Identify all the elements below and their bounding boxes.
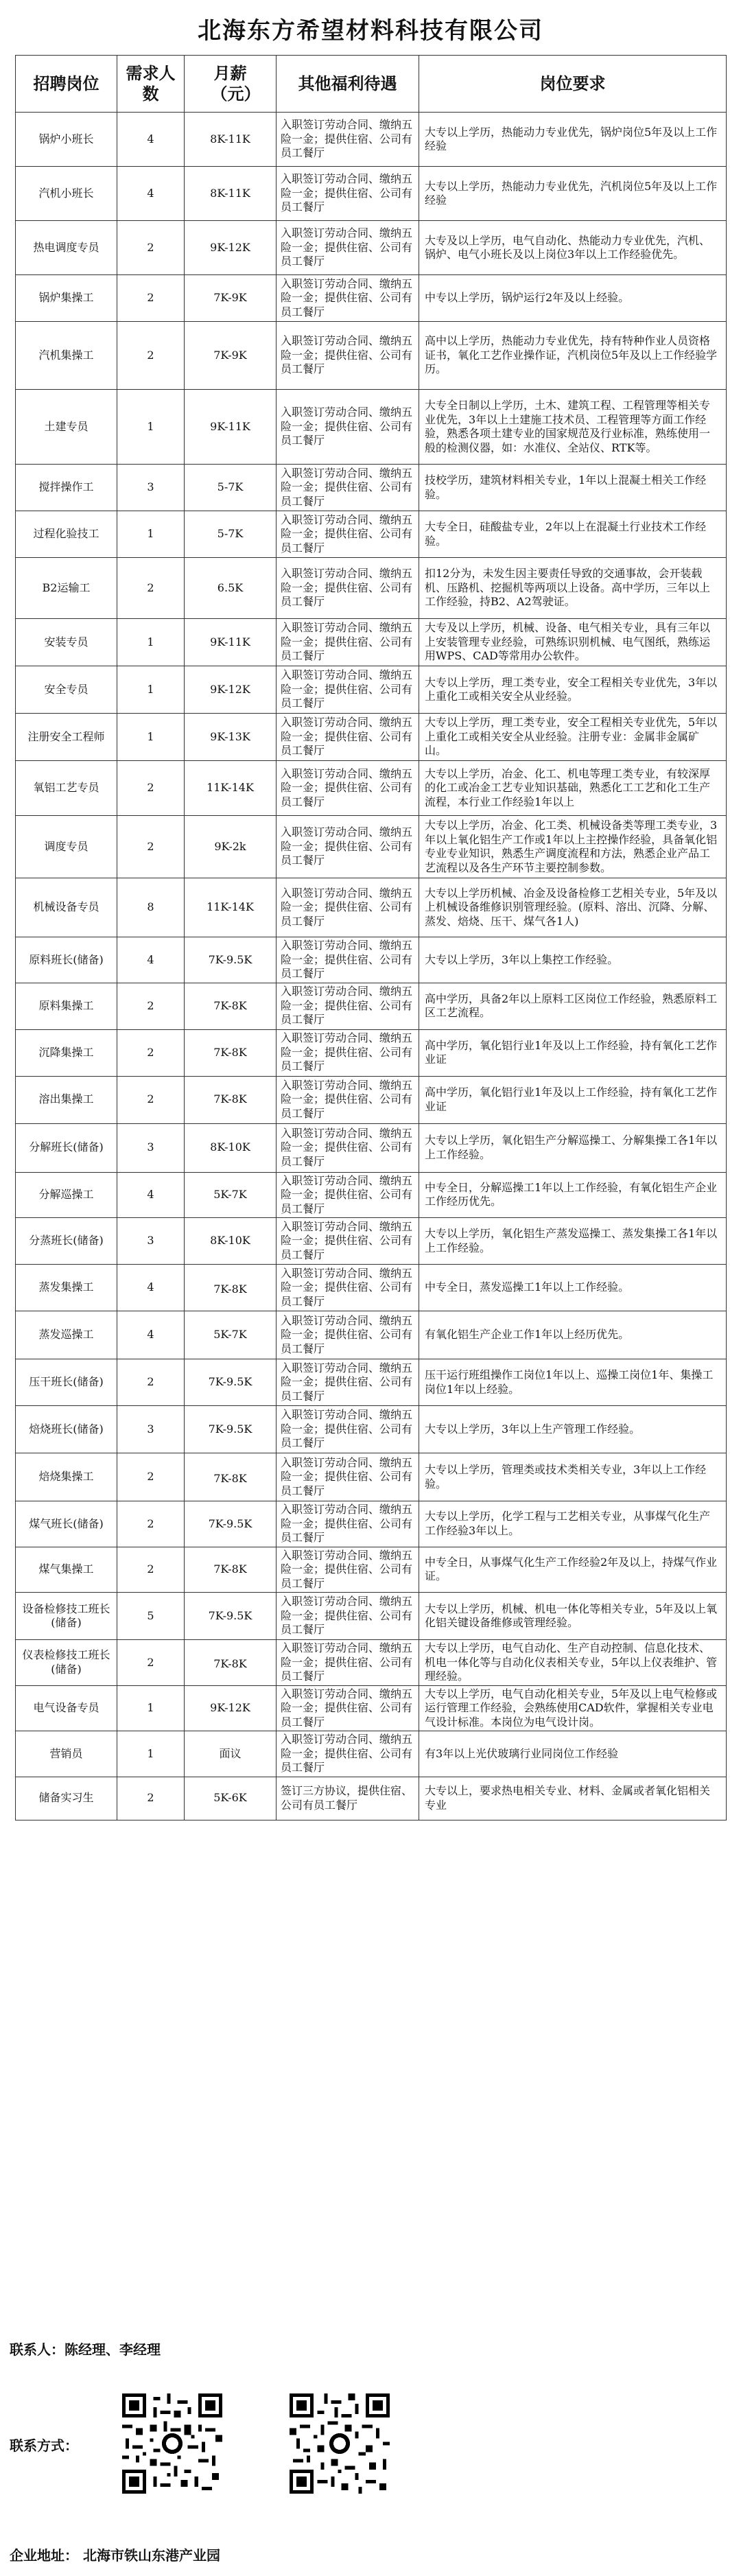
qr-code-icon — [290, 2393, 390, 2494]
position-name: 分解巡操工 — [16, 1172, 117, 1218]
table-row — [16, 1265, 727, 1311]
position-name: 原料班长(储备) — [16, 937, 117, 983]
requirements: 大专以上学历，化学工程与工艺相关专业，从事煤气化生产工作经验3年以上。 — [419, 1501, 727, 1547]
requirements: 扣12分为，未发生因主要责任导致的交通事故，会开装载机、压路机、挖掘机等两项以上设备。高中学历，三年以上工作经验，持B2、A2驾驶证。 — [419, 558, 727, 619]
table-row — [16, 1547, 727, 1593]
benefits: 入职签订劳动合同、缴纳五险一金；提供住宿、公司有员工餐厅 — [277, 465, 419, 511]
monthly-salary: 8K-11K — [185, 113, 277, 167]
table-row — [16, 1218, 727, 1265]
requirements: 中专全日，蒸发巡操工1年以上工作经验。 — [419, 1265, 727, 1311]
requirements: 大专以上学历，3年以上集控工作经验。 — [419, 937, 727, 983]
benefits: 入职签订劳动合同、缴纳五险一金；提供住宿、公司有员工餐厅 — [277, 1311, 419, 1359]
requirements: 大专以上学历，电气自动化相关专业，5年及以上电气检修或运行管理工作经验，会熟练使用CAD软件，掌握相关专业电气设计标准。本岗位为电气设计岗。 — [419, 1685, 727, 1731]
monthly-salary: 7K-8K — [185, 1547, 277, 1593]
table-row — [16, 558, 727, 619]
requirements: 高中学历，氧化铝行业1年及以上工作经验，持有氧化工艺作业证 — [419, 1076, 727, 1123]
benefits: 入职签订劳动合同、缴纳五险一金；提供住宿、公司有员工餐厅 — [277, 1359, 419, 1406]
headcount: 4 — [117, 1172, 185, 1218]
jobs-table — [15, 55, 727, 1820]
company-address: 企业地址： 北海市铁山东港产业园 — [10, 2547, 220, 2564]
table-row — [16, 1731, 727, 1777]
monthly-salary: 7K-8K — [185, 983, 277, 1029]
requirements: 中专全日，从事煤气化生产工作经验2年及以上，持煤气作业证。 — [419, 1547, 727, 1593]
requirements: 大专及以上学历，电气自动化、热能动力专业优先，汽机、锅炉、电气小班长及以上岗位3年以上工作经验优先。 — [419, 221, 727, 275]
requirements: 大专以上学历，热能动力专业优先，汽机岗位5年及以上工作经验 — [419, 167, 727, 221]
benefits: 入职签订劳动合同、缴纳五险一金；提供住宿、公司有员工餐厅 — [277, 1406, 419, 1453]
headcount: 1 — [117, 619, 185, 666]
headcount: 2 — [117, 761, 185, 816]
monthly-salary: 7K-9.5K — [185, 1359, 277, 1406]
benefits: 入职签订劳动合同、缴纳五险一金；提供住宿、公司有员工餐厅 — [277, 1123, 419, 1172]
headcount: 2 — [117, 1777, 185, 1820]
position-name: 仪表检修技工班长(储备) — [16, 1640, 117, 1686]
position-name: 电气设备专员 — [16, 1685, 117, 1731]
requirements: 大专以上学历，热能动力专业优先，锅炉岗位5年及以上工作经验 — [419, 113, 727, 167]
contact-people: 联系人：陈经理、李经理 — [10, 2341, 161, 2358]
requirements: 大专以上学历机械、冶金及设备检修工艺相关专业，5年及以上机械设备维修识别管理经验。(原料、溶出、沉降、分解、蒸发、焙烧、压干、煤气各1人) — [419, 878, 727, 937]
headcount: 1 — [117, 714, 185, 761]
headcount: 1 — [117, 390, 185, 465]
monthly-salary: 面议 — [185, 1731, 277, 1777]
monthly-salary: 11K-14K — [185, 761, 277, 816]
position-name: B2运输工 — [16, 558, 117, 619]
benefits: 入职签订劳动合同、缴纳五险一金；提供住宿、公司有员工餐厅 — [277, 167, 419, 221]
headcount: 3 — [117, 1123, 185, 1172]
header-count: 需求人数 — [117, 56, 185, 113]
header-salary — [185, 56, 277, 113]
headcount: 8 — [117, 878, 185, 937]
headcount: 2 — [117, 221, 185, 275]
requirements: 大专以上学历，电气自动化、生产自动控制、信息化技术、机电一体化等与自动化仪表相关专业，5年以上仪表维护、管理经验。 — [419, 1640, 727, 1686]
requirements: 大专全日制以上学历，土木、建筑工程、工程管理等相关专业优先，3年以上土建施工技术员、工程管理等方面工作经验，熟悉各项土建专业的国家规范及行业标准，熟练使用一般的检测仪器，如：水准仪、全站仪、RTK等。 — [419, 390, 727, 465]
table-row — [16, 1123, 727, 1172]
monthly-salary: 5K-7K — [185, 1172, 277, 1218]
position-name: 热电调度专员 — [16, 221, 117, 275]
table-row — [16, 983, 727, 1029]
table-row — [16, 1029, 727, 1076]
monthly-salary: 7K-9.5K — [185, 937, 277, 983]
position-name: 设备检修技工班长(储备) — [16, 1593, 117, 1640]
monthly-salary: 9K-13K — [185, 714, 277, 761]
table-row — [16, 1076, 727, 1123]
table-row — [16, 390, 727, 465]
headcount: 4 — [117, 167, 185, 221]
benefits: 入职签订劳动合同、缴纳五险一金；提供住宿、公司有员工餐厅 — [277, 558, 419, 619]
monthly-salary: 7K-9.5K — [185, 1501, 277, 1547]
qr-code-icon — [122, 2393, 222, 2494]
requirements: 有3年以上光伏玻璃行业同岗位工作经验 — [419, 1731, 727, 1777]
position-name: 汽机集操工 — [16, 322, 117, 390]
headcount: 3 — [117, 465, 185, 511]
requirements: 高中学历，氧化铝行业1年及以上工作经验，持有氧化工艺作业证 — [419, 1029, 727, 1076]
requirements: 大专及以上学历，机械、设备、电气相关专业，具有三年以上安装管理专业经验，可熟练识别机械、电气图纸，熟练运用WPS、CAD等常用办公软件。 — [419, 619, 727, 666]
table-row — [16, 816, 727, 878]
monthly-salary: 9K-11K — [185, 619, 277, 666]
monthly-salary: 5K-6K — [185, 1777, 277, 1820]
position-name: 安装专员 — [16, 619, 117, 666]
requirements: 大专以上学历，冶金、化工、机电等理工类专业，有较深厚的化工或冶金工艺专业知识基础，熟悉化工工艺和化工生产流程，本行业工作经验1年以上 — [419, 761, 727, 816]
table-row — [16, 167, 727, 221]
monthly-salary: 9K-12K — [185, 666, 277, 714]
position-name: 煤气集操工 — [16, 1547, 117, 1593]
headcount: 2 — [117, 1501, 185, 1547]
headcount: 4 — [117, 937, 185, 983]
monthly-salary: 6.5K — [185, 558, 277, 619]
table-row — [16, 511, 727, 558]
position-name: 过程化验技工 — [16, 511, 117, 558]
position-name: 分蒸班长(储备) — [16, 1218, 117, 1265]
benefits: 入职签订劳动合同、缴纳五险一金；提供住宿、公司有员工餐厅 — [277, 983, 419, 1029]
monthly-salary: 5-7K — [185, 511, 277, 558]
headcount: 1 — [117, 1685, 185, 1731]
headcount: 3 — [117, 1218, 185, 1265]
requirements: 中专全日，分解巡操工1年以上工作经验，有氧化铝生产企业工作经历优先。 — [419, 1172, 727, 1218]
table-row — [16, 878, 727, 937]
position-name: 机械设备专员 — [16, 878, 117, 937]
monthly-salary: 7K-8K — [185, 1265, 277, 1311]
benefits: 入职签订劳动合同、缴纳五险一金；提供住宿、公司有员工餐厅 — [277, 511, 419, 558]
table-row — [16, 1172, 727, 1218]
requirements: 压干运行班组操作工岗位1年以上、巡操工岗位1年、集操工岗位1年以上经验。 — [419, 1359, 727, 1406]
table-row — [16, 221, 727, 275]
table-row — [16, 1640, 727, 1686]
requirements: 大专以上学历，冶金、化工类、机械设备类等理工类专业，3年以上氧化铝生产工作或1年以上主控操作经验，具备氧化铝专业专业知识，熟悉生产调度流程和方法，熟悉企业产品工艺流程以及各生产环节主要控制参数。 — [419, 816, 727, 878]
benefits: 入职签订劳动合同、缴纳五险一金；提供住宿、公司有员工餐厅 — [277, 1640, 419, 1686]
monthly-salary: 11K-14K — [185, 878, 277, 937]
position-name: 蒸发集操工 — [16, 1265, 117, 1311]
monthly-salary: 8K-11K — [185, 167, 277, 221]
benefits: 入职签订劳动合同、缴纳五险一金；提供住宿、公司有员工餐厅 — [277, 390, 419, 465]
monthly-salary: 8K-10K — [185, 1218, 277, 1265]
benefits: 入职签订劳动合同、缴纳五险一金；提供住宿、公司有员工餐厅 — [277, 1029, 419, 1076]
headcount: 2 — [117, 1640, 185, 1686]
table-row — [16, 761, 727, 816]
table-row — [16, 322, 727, 390]
monthly-salary: 7K-9.5K — [185, 1406, 277, 1453]
position-name: 原料集操工 — [16, 983, 117, 1029]
benefits: 入职签订劳动合同、缴纳五险一金；提供住宿、公司有员工餐厅 — [277, 937, 419, 983]
position-name: 搅拌操作工 — [16, 465, 117, 511]
headcount: 2 — [117, 1453, 185, 1501]
header-requirements: 岗位要求 — [419, 56, 727, 113]
position-name: 调度专员 — [16, 816, 117, 878]
requirements: 大专全日，硅酸盐专业，2年以上在混凝土行业技术工作经验。 — [419, 511, 727, 558]
monthly-salary: 9K-12K — [185, 1685, 277, 1731]
headcount: 4 — [117, 1265, 185, 1311]
monthly-salary: 5K-7K — [185, 1311, 277, 1359]
table-row — [16, 113, 727, 167]
benefits: 入职签订劳动合同、缴纳五险一金；提供住宿、公司有员工餐厅 — [277, 619, 419, 666]
headcount: 1 — [117, 511, 185, 558]
page-title: 北海东方希望材料科技有限公司 — [198, 17, 543, 45]
table-row — [16, 465, 727, 511]
monthly-salary: 9K-11K — [185, 390, 277, 465]
table-row — [16, 714, 727, 761]
position-name: 汽机小班长 — [16, 167, 117, 221]
table-row — [16, 1685, 727, 1731]
requirements: 大专以上学历，管理类或技术类相关专业，3年以上工作经验。 — [419, 1453, 727, 1501]
monthly-salary: 7K-9K — [185, 322, 277, 390]
position-name: 压干班长(储备) — [16, 1359, 117, 1406]
requirements: 大专以上学历，理工类专业，安全工程相关专业优先，3年以上重化工或相关安全从业经验。 — [419, 666, 727, 714]
table-row — [16, 275, 727, 322]
monthly-salary: 7K-9K — [185, 275, 277, 322]
jobs-table-body — [16, 113, 727, 1820]
headcount: 4 — [117, 1311, 185, 1359]
position-name: 氧铝工艺专员 — [16, 761, 117, 816]
position-name: 溶出集操工 — [16, 1076, 117, 1123]
requirements: 高中以上学历，热能动力专业优先，持有特种作业人员资格证书，氧化工艺作业操作证，汽机岗位5年及以上工作经验学历。 — [419, 322, 727, 390]
contact-method-label: 联系方式： — [10, 2437, 78, 2454]
table-row — [16, 1453, 727, 1501]
benefits: 签订三方协议，提供住宿、公司有员工餐厅 — [277, 1777, 419, 1820]
position-name: 安全专员 — [16, 666, 117, 714]
monthly-salary: 7K-8K — [185, 1076, 277, 1123]
position-name: 储备实习生 — [16, 1777, 117, 1820]
benefits: 入职签订劳动合同、缴纳五险一金；提供住宿、公司有员工餐厅 — [277, 816, 419, 878]
position-name: 锅炉集操工 — [16, 275, 117, 322]
monthly-salary: 5-7K — [185, 465, 277, 511]
benefits: 入职签订劳动合同、缴纳五险一金；提供住宿、公司有员工餐厅 — [277, 1172, 419, 1218]
requirements: 大专以上学历，氧化铝生产蒸发巡操工、蒸发集操工各1年以上工作经验。 — [419, 1218, 727, 1265]
monthly-salary: 7K-9.5K — [185, 1593, 277, 1640]
benefits: 入职签订劳动合同、缴纳五险一金；提供住宿、公司有员工餐厅 — [277, 1218, 419, 1265]
position-name: 焙烧班长(储备) — [16, 1406, 117, 1453]
table-row — [16, 1311, 727, 1359]
requirements: 有氧化铝生产企业工作1年以上经历优先。 — [419, 1311, 727, 1359]
headcount: 2 — [117, 1359, 185, 1406]
benefits: 入职签订劳动合同、缴纳五险一金；提供住宿、公司有员工餐厅 — [277, 761, 419, 816]
requirements: 大专以上学历，理工类专业，安全工程相关专业优先，5年以上重化工或相关安全从业经验。注册专业：金属非金属矿山。 — [419, 714, 727, 761]
headcount: 1 — [117, 1731, 185, 1777]
position-name: 煤气班长(储备) — [16, 1501, 117, 1547]
headcount: 2 — [117, 275, 185, 322]
monthly-salary: 7K-8K — [185, 1453, 277, 1501]
headcount: 2 — [117, 322, 185, 390]
position-name: 沉降集操工 — [16, 1029, 117, 1076]
table-row — [16, 1501, 727, 1547]
requirements: 大专以上学历，氧化铝生产分解巡操工、分解集操工各1年以上工作经验。 — [419, 1123, 727, 1172]
monthly-salary: 9K-2k — [185, 816, 277, 878]
benefits: 入职签订劳动合同、缴纳五险一金；提供住宿、公司有员工餐厅 — [277, 666, 419, 714]
benefits: 入职签订劳动合同、缴纳五险一金；提供住宿、公司有员工餐厅 — [277, 1731, 419, 1777]
table-row — [16, 1777, 727, 1820]
benefits: 入职签订劳动合同、缴纳五险一金；提供住宿、公司有员工餐厅 — [277, 1265, 419, 1311]
monthly-salary: 9K-12K — [185, 221, 277, 275]
headcount: 4 — [117, 113, 185, 167]
benefits: 入职签订劳动合同、缴纳五险一金；提供住宿、公司有员工餐厅 — [277, 1547, 419, 1593]
table-row — [16, 1593, 727, 1640]
benefits: 入职签订劳动合同、缴纳五险一金；提供住宿、公司有员工餐厅 — [277, 714, 419, 761]
requirements: 技校学历，建筑材料相关专业，1年以上混凝土相关工作经验。 — [419, 465, 727, 511]
table-row — [16, 937, 727, 983]
position-name: 焙烧集操工 — [16, 1453, 117, 1501]
monthly-salary: 7K-8K — [185, 1029, 277, 1076]
benefits: 入职签订劳动合同、缴纳五险一金；提供住宿、公司有员工餐厅 — [277, 1453, 419, 1501]
headcount: 2 — [117, 558, 185, 619]
header-position: 招聘岗位 — [16, 56, 117, 113]
requirements: 大专以上学历，机械、机电一体化等相关专业，5年及以上氧化铝关键设备维修或管理经验。 — [419, 1593, 727, 1640]
headcount: 3 — [117, 1406, 185, 1453]
position-name: 分解班长(储备) — [16, 1123, 117, 1172]
benefits: 入职签订劳动合同、缴纳五险一金；提供住宿、公司有员工餐厅 — [277, 1685, 419, 1731]
position-name: 蒸发巡操工 — [16, 1311, 117, 1359]
monthly-salary: 7K-8K — [185, 1640, 277, 1686]
table-row — [16, 1406, 727, 1453]
header-salary-text: 月薪（元） — [211, 63, 261, 104]
benefits: 入职签订劳动合同、缴纳五险一金；提供住宿、公司有员工餐厅 — [277, 113, 419, 167]
requirements: 高中学历，具备2年以上原料工区岗位工作经验，熟悉原料工区工艺流程。 — [419, 983, 727, 1029]
headcount: 1 — [117, 666, 185, 714]
benefits: 入职签订劳动合同、缴纳五险一金；提供住宿、公司有员工餐厅 — [277, 275, 419, 322]
position-name: 营销员 — [16, 1731, 117, 1777]
headcount: 2 — [117, 816, 185, 878]
header-benefit: 其他福利待遇 — [277, 56, 419, 113]
headcount: 5 — [117, 1593, 185, 1640]
headcount: 2 — [117, 983, 185, 1029]
benefits: 入职签订劳动合同、缴纳五险一金；提供住宿、公司有员工餐厅 — [277, 1501, 419, 1547]
benefits: 入职签订劳动合同、缴纳五险一金；提供住宿、公司有员工餐厅 — [277, 878, 419, 937]
table-header-row — [16, 56, 727, 113]
benefits: 入职签订劳动合同、缴纳五险一金；提供住宿、公司有员工餐厅 — [277, 1076, 419, 1123]
position-name: 注册安全工程师 — [16, 714, 117, 761]
table-row — [16, 666, 727, 714]
table-row — [16, 1359, 727, 1406]
monthly-salary: 8K-10K — [185, 1123, 277, 1172]
requirements: 大专以上，要求热电相关专业、材料、金属或者氧化铝相关专业 — [419, 1777, 727, 1820]
benefits: 入职签订劳动合同、缴纳五险一金；提供住宿、公司有员工餐厅 — [277, 221, 419, 275]
requirements: 中专以上学历，锅炉运行2年及以上经验。 — [419, 275, 727, 322]
position-name: 锅炉小班长 — [16, 113, 117, 167]
benefits: 入职签订劳动合同、缴纳五险一金；提供住宿、公司有员工餐厅 — [277, 1593, 419, 1640]
headcount: 2 — [117, 1076, 185, 1123]
requirements: 大专以上学历，3年以上生产管理工作经验。 — [419, 1406, 727, 1453]
position-name: 土建专员 — [16, 390, 117, 465]
headcount: 2 — [117, 1029, 185, 1076]
headcount: 2 — [117, 1547, 185, 1593]
benefits: 入职签订劳动合同、缴纳五险一金；提供住宿、公司有员工餐厅 — [277, 322, 419, 390]
table-row — [16, 619, 727, 666]
